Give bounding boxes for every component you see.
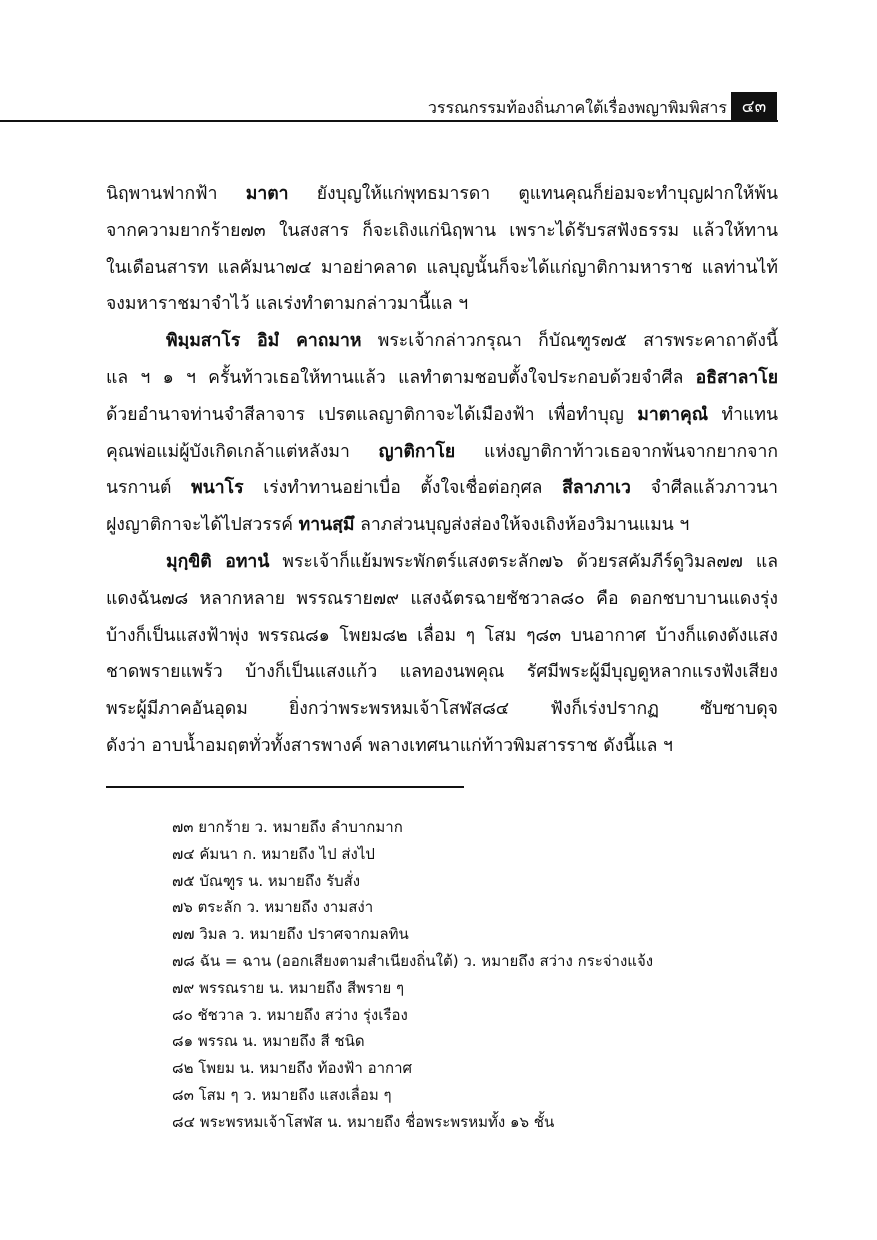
body-line [106, 470, 778, 507]
text-run: นรกานต์ [106, 478, 192, 499]
text-run: จากความยากร้าย๗๓ ในสงสาร ก็จะเถิงแก่นิฤพาน เพราะได้รับรสฟังธรรม แล้วให้ทาน [106, 220, 778, 241]
footnote-item: ๗๙ พรรณราย น. หมายถึง สีพราย ๆ [172, 978, 405, 997]
body-line [106, 728, 778, 765]
body-line [106, 360, 778, 397]
body-line [106, 691, 778, 728]
text-run: แห่งญาติกาท้าวเธอจากพ้นจากยากจาก [455, 441, 778, 462]
body-line [106, 618, 778, 655]
running-header-title: วรรณกรรมท้องถิ่นภาคใต้เรื่องพญาพิมพิสาร [427, 98, 727, 117]
footnote-item: ๗๓ ยากร้าย ว. หมายถึง ลำบากมาก [172, 818, 403, 836]
footnote-item: ๗๖ ตระลัก ว. หมายถึง งามสง่า [172, 898, 374, 917]
text-run: แดงฉัน๗๘ หลากหลาย พรรณราย๗๙ แสงฉัตรฉายชัชวาล๘๐ คือ ดอกชบาบานแดงรุ่ง [106, 588, 778, 609]
page-number: ๔๓ [731, 92, 777, 122]
text-run: จำศีลแล้วภาวนา [630, 478, 778, 499]
text-run: จงมหาราชมาจำไว้ แลเร่งทำตามกล่าวมานี้แล ฯ [106, 294, 469, 315]
pali-term: ญาติกาโย [378, 441, 456, 462]
footnote-item: ๗๘ ฉัน = ฉาน (ออกเสียงตามสำเนียงถิ่นใต้) ว. หมายถึง สว่าง กระจ่างแจ้ง [172, 951, 654, 970]
pali-term: มุกฺขิติ อทานํ [166, 551, 270, 572]
footnote-item: ๘๐ ชัชวาล ว. หมายถึง สว่าง รุ่งเรือง [172, 1005, 408, 1024]
pali-term: มาตา [245, 184, 289, 204]
text-run: นิฤพานฟากฟ้า [106, 184, 246, 204]
text-run: ลาภส่วนบุญส่งส่องให้จงเถิงห้องวิมานแมน ฯ [354, 515, 690, 536]
body-line [106, 654, 778, 691]
body-line [106, 250, 778, 287]
text-run: พระเจ้าก็แย้มพระพักตร์แสงตระลัก๗๖ ด้วยรสคัมภีร์ดูวิมล๗๗ แล [269, 551, 778, 572]
text-run: ฝูงญาติกาจะได้ไปสวรรค์ [106, 515, 299, 536]
footnote-item: ๘๔ พระพรหมเจ้าโสฬส น. หมายถึง ชื่อพระพรหมทั้ง ๑๖ ชั้น [172, 1112, 555, 1131]
text-run: ด้วยอำนาจท่านจำสีลาจาร เปรตแลญาติกาจะได้เมืองฟ้า เพื่อทำบุญ [106, 404, 638, 425]
body-line [106, 213, 778, 250]
body-line [106, 507, 778, 544]
footnote-rule [106, 786, 464, 788]
body-line [106, 176, 778, 213]
text-run: คุณพ่อแม่ผู้บังเกิดเกล้าแต่หลังมา [106, 441, 379, 462]
pali-term: มาตาคุณํ [637, 404, 709, 425]
body-line [106, 286, 778, 323]
footnote-item: ๘๑ พรรณ น. หมายถึง สี ชนิด [172, 1032, 365, 1051]
text-run: ทำแทน [708, 404, 778, 425]
footnote-item: ๗๕ บัณฑูร น. หมายถึง รับสั่ง [172, 871, 361, 890]
footnote-item: ๗๔ คัมนา ก. หมายถึง ไป ส่งไป [172, 844, 375, 863]
body-line [106, 544, 778, 581]
footnote-item: ๘๒ โพยม น. หมายถึง ท้องฟ้า อากาศ [172, 1059, 413, 1078]
text-run: พระเจ้ากล่าวกรุณา ก็บัณฑูร๗๕ สารพระคาถาดังนี้ [361, 331, 778, 352]
footnotes [172, 814, 653, 1136]
body-line [106, 581, 778, 618]
text-run: บ้างก็เป็นแสงฟ้าพุ่ง พรรณ๘๑ โพยม๘๒ เลื่อม ๆ โสม ๆ๘๓ บนอากาศ บ้างก็แดงดังแสง [106, 625, 778, 646]
footnote-item: ๗๗ วิมล ว. หมายถึง ปราศจากมลทิน [172, 925, 409, 944]
pali-term: พิมฺมสาโร อิมํ คาถมาห [166, 331, 362, 352]
pali-term: พนาโร [191, 478, 244, 499]
body-line [106, 397, 778, 434]
text-run: ดังว่า อาบน้ำอมฤตทั่วทั้งสารพางค์ พลางเทศนาแก่ท้าวพิมสารราช ดังนี้แล ฯ [106, 735, 673, 756]
text-run: ชาดพรายแพร้ว บ้างก็เป็นแสงแก้ว แลทองนพคุณ รัศมีพระผู้มีบุญดูหลากแรงฟังเสียง [106, 662, 778, 683]
text-run: ในเดือนสารท แลคัมนา๗๔ มาอย่าคลาด แลบุญนั้นก็จะได้แก่ญาติกามหาราช แลท่านไท้ [106, 257, 778, 278]
pali-term: อธิสาลาโย [695, 367, 778, 388]
body-text [106, 176, 778, 765]
body-line [106, 434, 778, 471]
footnote-item: ๘๓ โสม ๆ ว. หมายถึง แสงเลื่อม ๆ [172, 1085, 392, 1104]
text-run: แล ฯ ๑ ฯ ครั้นท้าวเธอให้ทานแล้ว แลทำตามชอบตั้งใจประกอบด้วยจำศีล [106, 367, 696, 388]
text-run: ยังบุญให้แก่พุทธมารดา ตูแทนคุณก็ย่อมจะทำบุญฝากให้พ้น [288, 184, 778, 204]
text-run: พระผู้มีภาคอันอุดม ยิ่งกว่าพระพรหมเจ้าโสฬส๘๔ ฟังก็เร่งปรากฏ ซับซาบดุจ [106, 699, 778, 720]
pali-term: สีลาภาเว [562, 478, 631, 499]
text-run: เร่งทำทานอย่าเบื่อ ตั้งใจเชื่อต่อกุศล [243, 478, 563, 499]
header-rule [0, 120, 778, 122]
pali-term: ทานสฺมึ [298, 515, 355, 536]
body-line [106, 323, 778, 360]
